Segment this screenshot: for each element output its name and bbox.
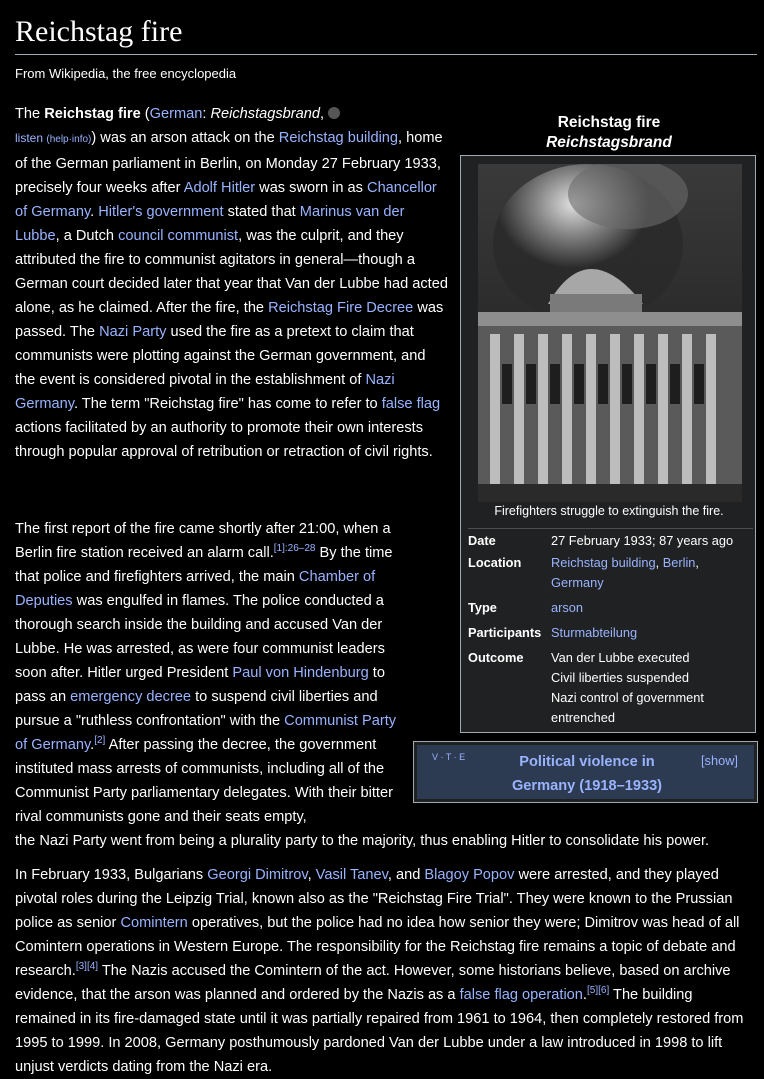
ref-1[interactable]: [1]:26–28 xyxy=(273,543,316,554)
link-council-communist[interactable]: council communist xyxy=(118,228,239,244)
link-arson[interactable]: arson xyxy=(551,600,584,615)
outcome-value xyxy=(551,648,751,728)
location-value: Reichstag building, Berlin, Germany xyxy=(551,555,699,590)
infobox-german-title: Reichstagsbrand xyxy=(546,134,672,151)
paragraph-2: The first report of the fire came shortly after 21:00, when a Berlin fire station received an alarm call.$^{[1]:26-28}$ By the time that police and firefighters arrived, the main Chamber of Deputies was engulfed in flames. The police conducted a thorough search inside the building and accused Van der Lubbe. He was arrested, as were four communist leaders soon after. Hitler urged President Paul von Hindenburg to pass an emergency decree to suspend civil liberties and pursue a "ruthless confrontation" with the Communist Party of Germany.[2] After passing the decree, the government instituted mass arrests of communists, including all of the Communist Party parliamentary delegates. With their bitter rival communists gone and their seats empty, xyxy=(15,521,397,825)
infobox-title: Reichstag fire xyxy=(557,114,661,131)
intro-paragraph: The Reichstag fire (German: Reichstagsbrand, listen (help·info)) was an arson attack on the Reichstag building, home of the German parliament in Berlin, on Monday 27 February 1933, precisely four weeks after Adolf Hitler was sworn in as Chancellor of Germany. Hitler's government stated that Marinus van der Lubbe, a Dutch council communist, was the culprit, and they attributed the fire to communist agitators in general—though a German court decided later that year that Van der Lubbe had acted alone, as he claimed. After the fire, the Reichstag Fire Decree was passed. The Nazi Party used the fire as a pretext to claim that communists were plotting against the German government, and the event is considered pivotal in the establishment of Nazi Germany. The term "Reichstag fire" has come to refer to false flag actions facilitated by an authority to promote their own interests through popular approval of retribution or retraction of civil rights. xyxy=(15,106,448,460)
link-chancellor[interactable]: Chancellor of Germany xyxy=(15,180,437,220)
vte-links[interactable]: V · T · E xyxy=(432,752,466,762)
location-label: Location xyxy=(468,555,522,570)
link-dimitrov[interactable]: Georgi Dimitrov xyxy=(207,867,308,883)
infobox-row-date xyxy=(468,528,753,548)
link-infobox-germany[interactable]: Germany xyxy=(551,575,604,590)
link-fire-decree[interactable]: Reichstag Fire Decree xyxy=(268,300,414,316)
infobox-caption xyxy=(460,113,758,153)
link-nazi-germany[interactable]: Nazi Germany xyxy=(15,372,395,412)
tagline: From Wikipedia, the free encyclopedia xyxy=(15,66,237,81)
infobox xyxy=(460,155,756,733)
link-comintern[interactable]: Comintern xyxy=(120,915,188,931)
bold-name: Reichstag fire xyxy=(44,106,141,122)
link-chamber-of-deputies[interactable]: Chamber of Deputies xyxy=(15,569,376,609)
link-false-flag-operation[interactable]: false flag operation xyxy=(459,987,583,1003)
link-false-flag[interactable]: false flag xyxy=(381,396,441,412)
page-title: Reichstag fire xyxy=(15,12,757,55)
link-emergency-decree[interactable]: emergency decree xyxy=(70,689,192,705)
navbox-political-violence xyxy=(413,741,758,803)
link-popov[interactable]: Blagoy Popov xyxy=(424,867,515,883)
paragraph-3: In February 1933, Bulgarians Georgi Dimitrov, Vasil Tanev, and Blagoy Popov were arrested, and they played pivotal roles during the Leipzig Trial, known also as the "Reichstag Fire Trial". They were known to the Prussian police as senior Comintern operatives, but the police had no idea how senior they were; Dimitrov was head of all Comintern operations in Western Europe. The responsibility for the Reichstag fire remains a topic of debate and research.[3][4] The Nazis accused the Comintern of the act. However, some historians believe, based on archive evidence, that the arson was planned and ordered by the Nazis as a false flag operation.[5][6] The building remained in its fire-damaged state until it was partially repaired from 1961 to 1964, then completely restored from 1995 to 1999. In 2008, Germany posthumously pardoned Van der Lubbe under a law introduced in 1998 to lift unjust verdicts dating from the Nazi era. xyxy=(15,867,744,1075)
link-van-der-lubbe[interactable]: Marinus van der Lubbe xyxy=(15,204,405,244)
navbox-header xyxy=(417,745,754,799)
link-tanev[interactable]: Vasil Tanev xyxy=(315,867,388,883)
navbox-show-toggle[interactable]: [show] xyxy=(701,753,738,768)
link-hitler-government[interactable]: Hitler's government xyxy=(98,204,224,220)
navbox-title[interactable]: Political violence in Germany (1918–1933) xyxy=(511,754,663,794)
outcome-item: Civil liberties suspended xyxy=(551,670,689,685)
image-caption: Firefighters struggle to extinguish the fire. xyxy=(494,504,724,518)
speaker-icon[interactable] xyxy=(328,107,340,119)
participants-label: Participants xyxy=(468,625,542,640)
outcome-label: Outcome xyxy=(468,650,524,665)
link-adolf-hitler[interactable]: Adolf Hitler xyxy=(183,180,256,196)
paragraph-2-end: the Nazi Party went from being a plurality party to the majority, thus enabling Hitler to consolidate his power. xyxy=(15,833,710,849)
date-value: 27 February 1933; 87 years ago xyxy=(551,533,734,548)
link-infobox-berlin[interactable]: Berlin xyxy=(662,555,696,570)
german-name: Reichstagsbrand xyxy=(210,106,320,122)
help-info-link[interactable]: (help·info) xyxy=(46,134,92,145)
link-infobox-reichstag[interactable]: Reichstag building xyxy=(551,555,656,570)
ref-5-6[interactable]: [5][6] xyxy=(586,985,610,996)
link-nazi-party[interactable]: Nazi Party xyxy=(99,324,167,340)
ref-2[interactable]: [2] xyxy=(94,735,106,746)
link-sturmabteilung[interactable]: Sturmabteilung xyxy=(551,625,638,640)
listen-link[interactable]: listen xyxy=(15,131,44,145)
type-label: Type xyxy=(468,600,497,615)
date-label: Date xyxy=(468,533,496,548)
ref-3-4[interactable]: [3][4] xyxy=(75,961,99,972)
outcome-item: Nazi control of government entrenched xyxy=(551,690,704,725)
link-reichstag-building[interactable]: Reichstag building xyxy=(278,130,399,146)
link-german[interactable]: German xyxy=(149,106,203,122)
reichstag-fire-photo[interactable] xyxy=(478,164,742,502)
link-hindenburg[interactable]: Paul von Hindenburg xyxy=(232,665,369,681)
outcome-item: Van der Lubbe executed xyxy=(551,650,690,665)
link-kpd[interactable]: Communist Party of Germany xyxy=(15,713,397,753)
